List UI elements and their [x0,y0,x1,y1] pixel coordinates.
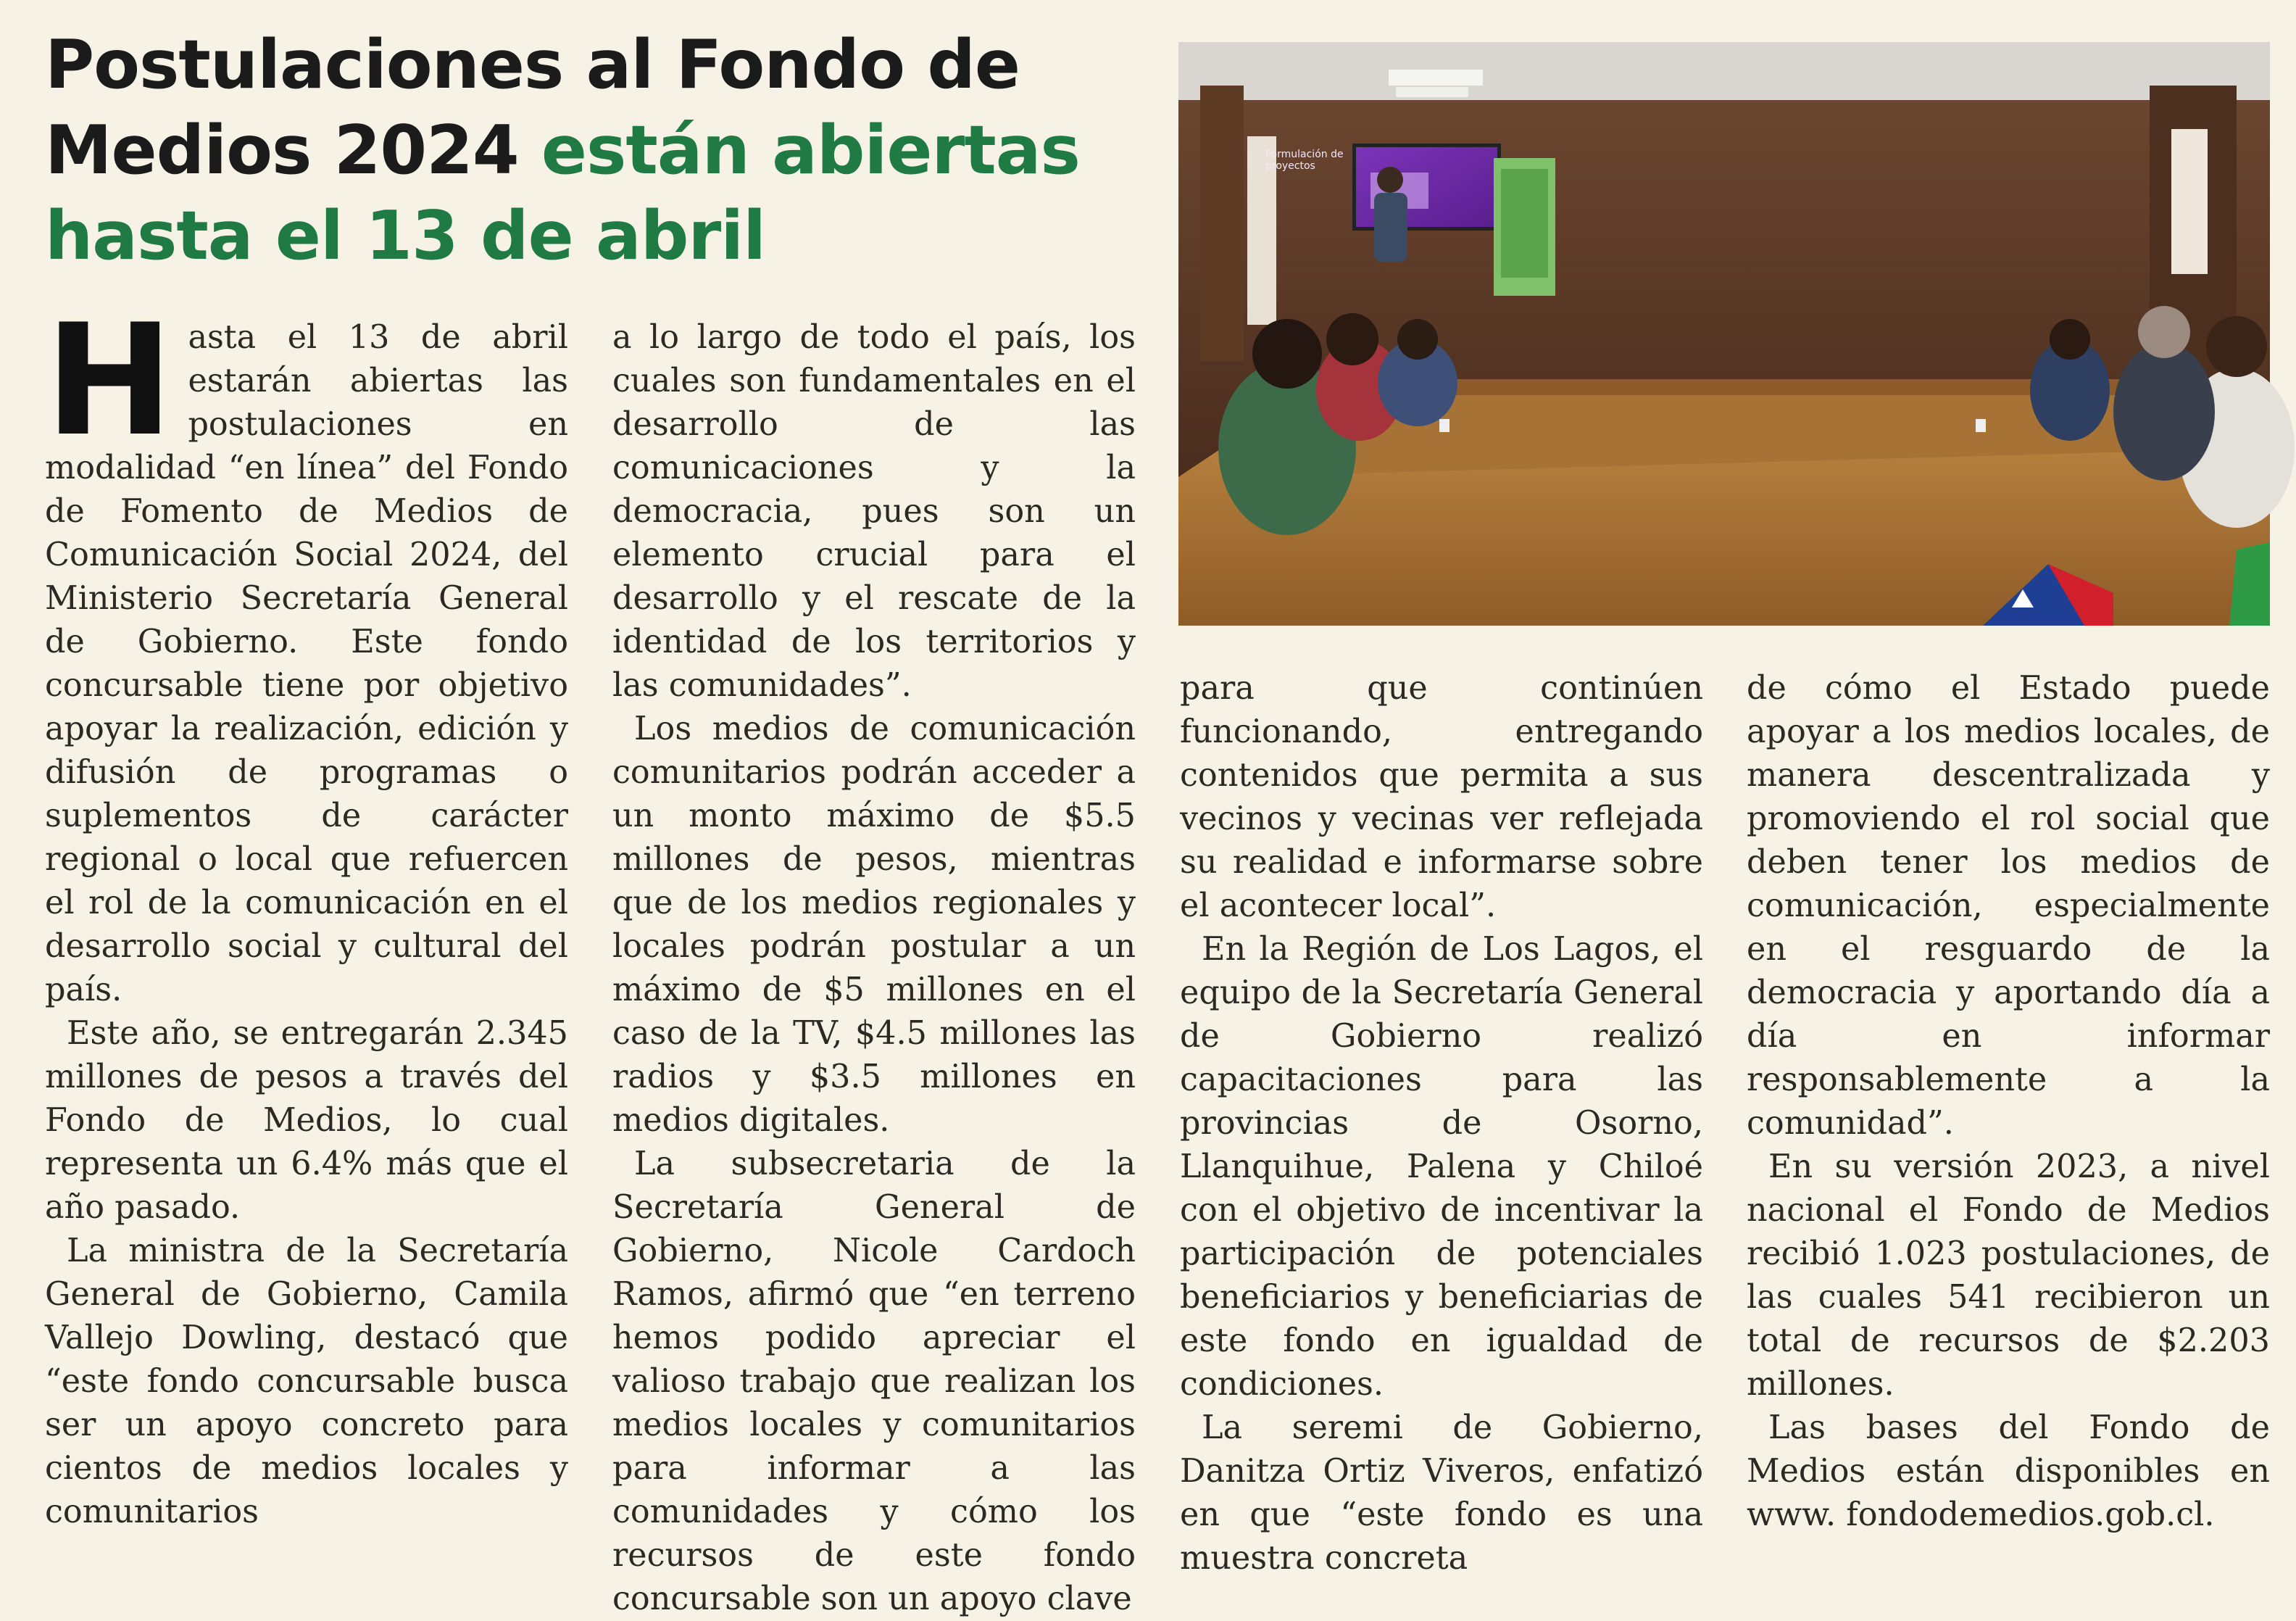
article-column-2 [612,316,1136,1621]
article-column-4 [1747,667,2270,1537]
paragraph: La ministra de la Secretaría General de Gobierno, Camila Vallejo Dowling, destacó que “este fondo concursable busca ser un apoyo concreto para cientos de medios locales y comunitarios [45,1232,568,1530]
paragraph: a lo largo de todo el país, los cuales son fundamentales en el desarrollo de las comunicaciones y la democracia, pues son un elemento crucial para el desarrollo y el rescate de la identidad de los territorios y las comunidades”. [612,319,1136,704]
paragraph: En la Región de Los Lagos, el equipo de la Secretaría General de Gobierno realizó capacitaciones para las provincias de Osorno, Llanquihue, Palena y Chiloé con el objetivo de incentivar la participación de potenciales beneficiarios y beneficiarias de este fondo en igualdad de condiciones. [1180,931,1703,1403]
paragraph: Los medios de comunicación comunitarios podrán acceder a un monto máximo de $5.5 millones de pesos, mientras que de los medios regionales y locales podrán postular a un máximo de $5 millones en el caso de la TV, $4.5 millones las radios y $3.5 millones en medios digitales. [612,710,1136,1139]
paragraph: La subsecretaria de la Secretaría General de Gobierno, Nicole Cardoch Ramos, afirmó que “en terreno hemos podido apreciar el valioso trabajo que realizan los medios locales y comunitarios para informar a las comunidades y cómo los recursos de este fondo concursable son un apoyo clave [612,1145,1136,1617]
meeting-photo [1178,42,2270,626]
article-column-1 [45,291,568,1534]
headline-part-black: Postulaciones al Fondo de Medios 2024 [45,25,1020,189]
article-column-3 [1180,667,1703,1580]
headline [45,22,1161,278]
headline-part-green: están abiertas hasta el 13 de abril [45,111,1080,275]
paragraph: La seremi de Gobierno, Danitza Ortiz Viveros, enfatizó en que “este fondo es una muestra concreta [1180,1409,1703,1577]
paragraph: de cómo el Estado puede apoyar a los medios locales, de manera descentralizada y promoviendo el rol social que deben tener los medios de comunicación, especialmente en el resguardo de la democracia y aportando día a día en informar responsablemente a la comunidad”. [1747,670,2270,1142]
presentation-screen-title: Formulación de proyectos [1265,149,1344,172]
paragraph: Este año, se entregarán 2.345 millones de pesos a través del Fondo de Medios, lo cual representa un 6.4% más que el año pasado. [45,1015,568,1226]
paragraph: asta el 13 de abril estarán abiertas las postulaciones en modalidad “en línea” del Fondo de Fomento de Medios de Comunicación Social 2024, del Ministerio Secretaría General de Gobierno. Este fondo concursable tiene por objetivo apoyar la realización, edición y difusión de programas o suplementos de carácter regional o local que refuercen el rol de la comunicación en el desarrollo social y cultural del país. [45,319,568,1008]
drop-cap: H [45,291,174,470]
paragraph: Las bases del Fondo de Medios están disponibles en www. fondodemedios.gob.cl. [1747,1409,2270,1533]
paragraph: En su versión 2023, a nivel nacional el Fondo de Medios recibió 1.023 postulaciones, de las cuales 541 recibieron un total de recursos de $2.203 millones. [1747,1148,2270,1403]
paragraph: para que continúen funcionando, entregando contenidos que permita a sus vecinos y vecinas ver reflejada su realidad e informarse sobre el acontecer local”. [1180,670,1703,924]
